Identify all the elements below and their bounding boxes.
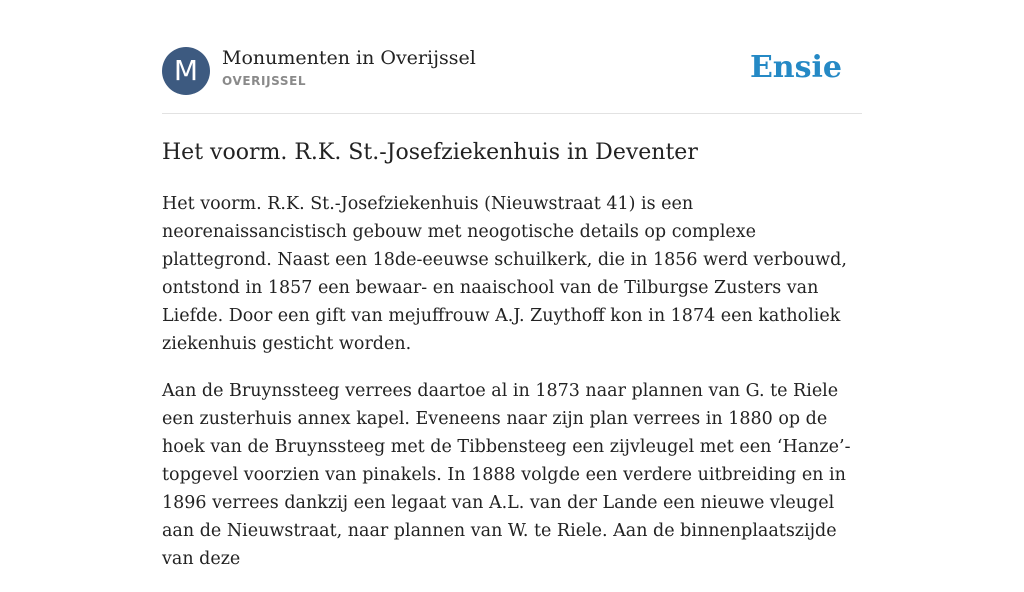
article-paragraph: Het voorm. R.K. St.-Josefziekenhuis (Nieuwstraat 41) is een neorenaissancistisch gebouw met neogotische details op complexe plattegrond. Naast een 18de-eeuwse schuilkerk, die in 1856 werd verbouwd, ontstond in 1857 een bewaar- en naaischool van de Tilburgse Zusters van Liefde. Door een gift van mejuffrouw A.J. Zuythoff kon in 1874 een katholiek ziekenhuis gesticht worden. (162, 194, 847, 354)
divider (162, 113, 862, 114)
source-header (162, 46, 862, 96)
source-title[interactable]: Monumenten in Overijssel (222, 47, 476, 69)
article-body (162, 190, 864, 592)
article-paragraph: Aan de Bruynssteeg verrees daartoe al in 1873 naar plannen van G. te Riele een zusterhuis annex kapel. Eveneens naar zijn plan verrees in 1880 op de hoek van de Bruynssteeg met de Tibbensteeg een zijvleugel met een ‘Hanze’-topgevel voorzien van pinakels. In 1888 volgde een verdere uitbreiding en in 1896 verrees dankzij een legaat van A.L. van der Lande een nieuwe vleugel aan de Nieuwstraat, naar plannen van W. te Riele. Aan de binnenplaatszijde van deze (162, 381, 851, 569)
avatar[interactable]: M (162, 47, 210, 95)
ensie-logo[interactable]: Ensie (749, 50, 842, 85)
article-title: Het voorm. R.K. St.-Josefziekenhuis in Deventer (162, 140, 698, 165)
source-subtitle[interactable]: OVERIJSSEL (222, 74, 307, 88)
